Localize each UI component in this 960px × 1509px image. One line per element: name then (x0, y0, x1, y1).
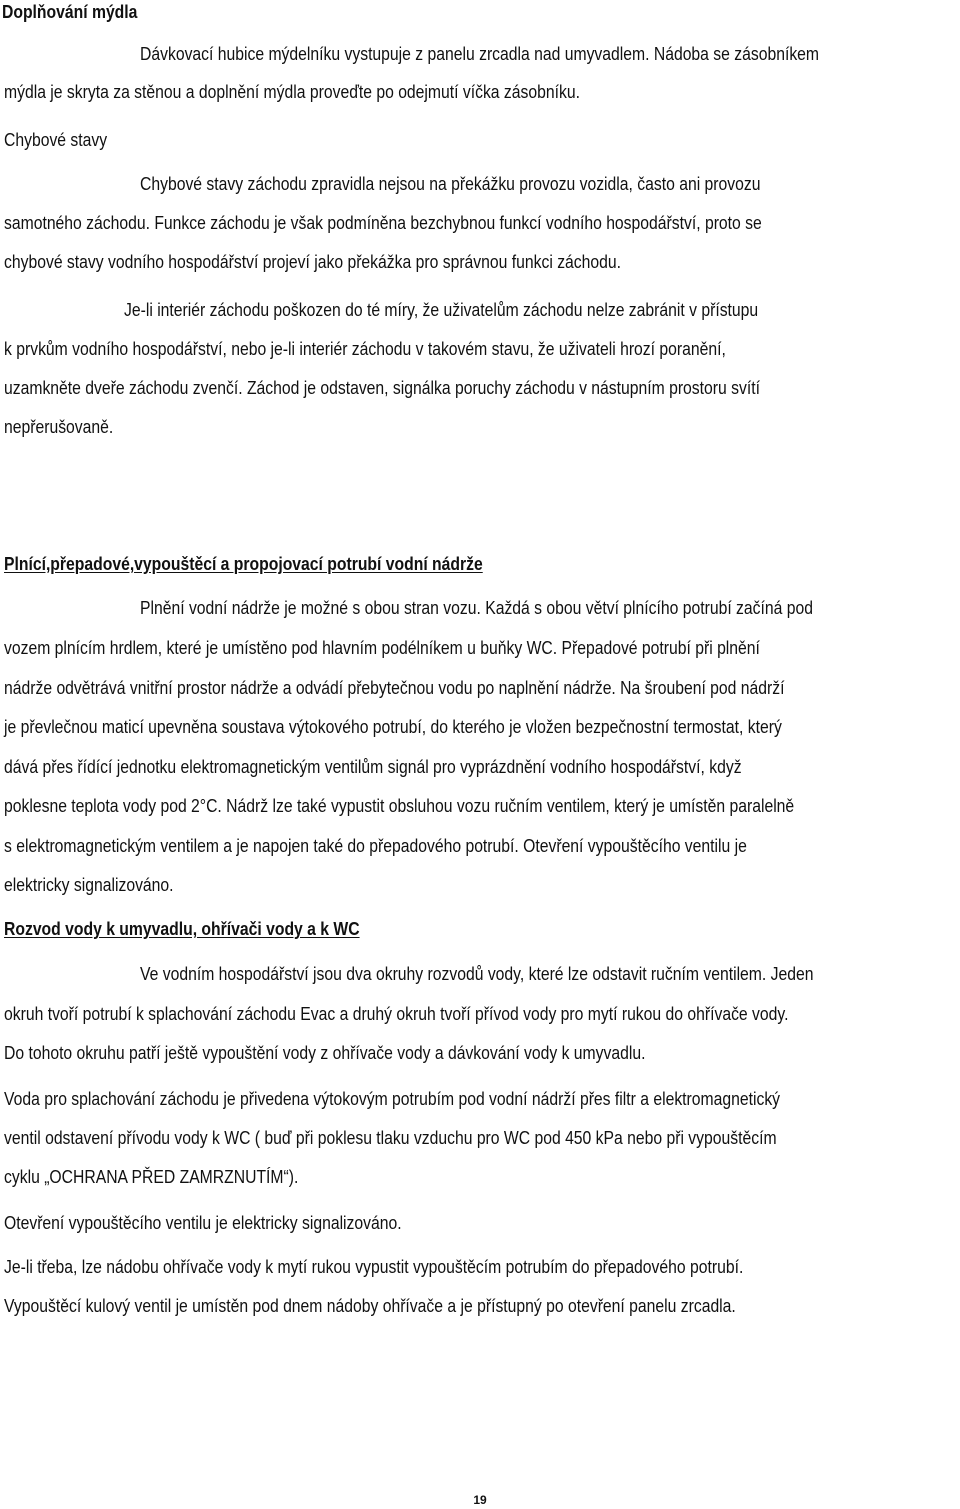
heading-pipes: Plnící,přepadové,vypouštěcí a propojovací potrubí vodní nádrže (4, 553, 483, 574)
paragraph-line: Je-li interiér záchodu poškozen do té míry, že uživatelům záchodu nelze zabránit v přístupu (124, 299, 759, 320)
paragraph-line: Dávkovací hubice mýdelníku vystupuje z panelu zrcadla nad umyvadlem. Nádoba se zásobníkem (140, 43, 820, 64)
paragraph-line: ventil odstavení přívodu vody k WC ( buď při poklesu tlaku vzduchu pro WC pod 450 kPa nebo při vypouštěcím (4, 1127, 777, 1148)
paragraph-line: elektricky signalizováno. (4, 874, 174, 895)
paragraph-line: cyklu „OCHRANA PŘED ZAMRZNUTÍM“). (4, 1166, 299, 1187)
paragraph-line: Je-li třeba, lze nádobu ohřívače vody k mytí rukou vypustit vypouštěcím potrubím do přepadového potrubí. (4, 1256, 744, 1277)
paragraph-line: je převlečnou maticí upevněna soustava výtokového potrubí, do kterého je vložen bezpečnostní termostat, který (4, 716, 782, 737)
paragraph-line: mýdla je skryta za stěnou a doplnění mýdla proveďte po odejmutí víčka zásobníku. (4, 81, 580, 102)
heading-water-distribution: Rozvod vody k umyvadlu, ohřívači vody a k WC (4, 918, 360, 939)
paragraph-line: dává přes řídící jednotku elektromagnetickým ventilům signál pro vyprázdnění vodního hospodářství, když (4, 756, 742, 777)
paragraph-line: Do tohoto okruhu patří ještě vypouštění vody z ohřívače vody a dávkování vody k umyvadlu. (4, 1042, 646, 1063)
paragraph-line: chybové stavy vodního hospodářství projeví jako překážka pro správnou funkci záchodu. (4, 251, 622, 272)
paragraph-line: Voda pro splachování záchodu je přivedena výtokovým potrubím pod vodní nádrží přes filtr a elektromagnetický (4, 1088, 781, 1109)
paragraph-line: s elektromagnetickým ventilem a je napojen také do přepadového potrubí. Otevření vypouštěcího ventilu je (4, 835, 747, 856)
paragraph-line: uzamkněte dveře záchodu zvenčí. Záchod je odstaven, signálka poruchy záchodu v nástupním prostoru svítí (4, 377, 760, 398)
paragraph-line: samotného záchodu. Funkce záchodu je však podmíněna bezchybnou funkcí vodního hospodářství, proto se (4, 212, 762, 233)
paragraph-line: Vypouštěcí kulový ventil je umístěn pod dnem nádoby ohřívače a je přístupný po otevření panelu zrcadla. (4, 1295, 736, 1316)
page-number: 19 (473, 1493, 487, 1507)
paragraph-line: Plnění vodní nádrže je možné s obou stran vozu. Každá s obou větví plnícího potrubí začíná pod (140, 597, 813, 618)
paragraph-line: Otevření vypouštěcího ventilu je elektricky signalizováno. (4, 1212, 402, 1233)
paragraph-line: poklesne teplota vody pod 2°C. Nádrž lze také vypustit obsluhou vozu ručním ventilem, který je umístěn paralelně (4, 795, 795, 816)
heading-error-states: Chybové stavy (4, 129, 108, 150)
heading-soap-refill: Doplňování mýdla (2, 1, 138, 22)
paragraph-line: k prvkům vodního hospodářství, nebo je-li interiér záchodu v takovém stavu, že uživateli hrozí poranění, (4, 338, 726, 359)
paragraph-line: vozem plnícím hrdlem, které je umístěno pod hlavním podélníkem u buňky WC. Přepadové potrubí při plnění (4, 637, 760, 658)
paragraph-line: nádrže odvětrává vnitřní prostor nádrže a odvádí přebytečnou vodu po naplnění nádrže. Na šroubení pod nádrží (4, 677, 785, 698)
paragraph-line: nepřerušovaně. (4, 416, 114, 437)
paragraph-line: okruh tvoří potrubí k splachování záchodu Evac a druhý okruh tvoří přívod vody pro mytí rukou do ohřívače vody. (4, 1003, 789, 1024)
paragraph-line: Chybové stavy záchodu zpravidla nejsou na překážku provozu vozidla, často ani provozu (140, 173, 761, 194)
paragraph-line: Ve vodním hospodářství jsou dva okruhy rozvodů vody, které lze odstavit ručním ventilem. Jeden (140, 963, 814, 984)
